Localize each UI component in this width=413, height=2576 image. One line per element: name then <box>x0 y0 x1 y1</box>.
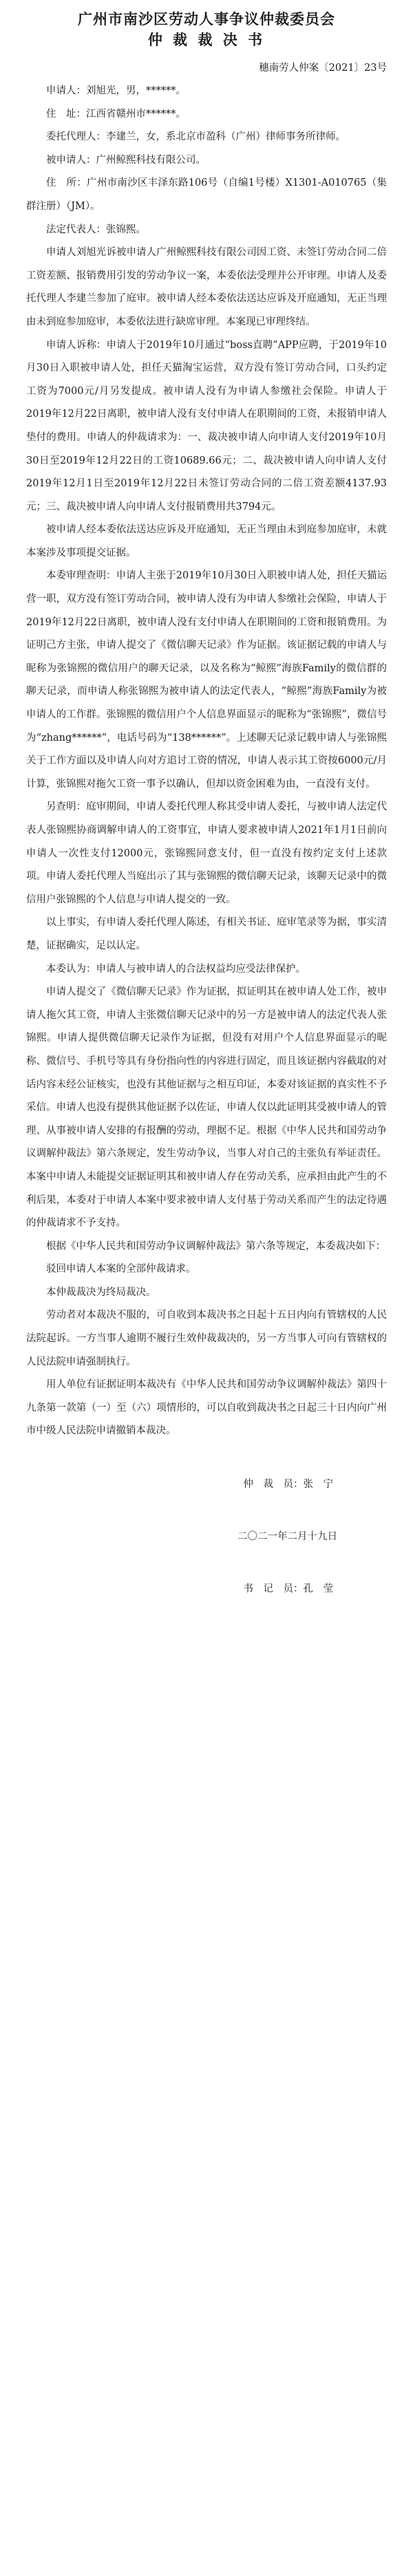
reasoning-paragraph: 申请人提交了《微信聊天记录》作为证据，拟证明其在被申请人处工作，被申请人拖欠其工资，申请人主张微信聊天记录中的另一方是被申请人的法定代表人张锦熙。申请人提供微信聊天记录作为证据，但没有对用户个人信息界面显示的昵称、微信号、手机号等具有身份指向性的内容进行固定，而且该证据内容截取的对话内容未经公证核实，也没有其他证据与之相互印证，本委对该证据的真实性不予采信。申请人也没有提供其他证据予以佐证，申请人仅以此证明其受被申请人的管理、从事被申请人安排的有报酬的劳动，理据不足。根据《中华人民共和国劳动争议调解仲裁法》第六条规定，发生劳动争议，当事人对自己的主张负有举证责任。本案中申请人未能提交证据证明其和被申请人存在劳动关系，应承担由此产生的不利后果，本委对于申请人本案中要求被申请人支付基于劳动关系而产生的法定待遇的仲裁请求不予支持。 <box>26 986 387 1229</box>
legal-representative-line: 法定代表人：张锦熙。 <box>46 224 146 235</box>
award-date: 二〇二一年二月十九日 <box>237 1531 337 1543</box>
facts-found-paragraph: 本委审理查明：申请人主张于2019年10月30日入职被申请人处，担任天猫运营一职，双方没有签订劳动合同，被申请人没有为申请人参缴社会保险，申请人于2019年12月22日离职，被申请人没有支付申请人在职期间的工资和报销费用。为证明己方主张，申请人提交了《微信聊天记录》作为证据。该证据记载的申请人与昵称为张锦熙的微信用户的聊天记录，以及名称为“鲸熙”海族Family的微信群的聊天记录，而申请人称张锦熙为被申请人的法定代表人，“鲸熙”海族Family为被申请人的工作群。张锦熙的微信用户个人信息界面显示的昵称为“张锦熙”，微信号为“zhang******”，电话号码为“138******”。上述聊天记录记载申请人与张锦熙关于工作方面以及申请人向对方追讨工资的情况，申请人表示其工资按6000元/月计算，张锦熙对拖欠工资一事予以确认，但却以资金困难为由，一直没有支付。 <box>26 570 387 790</box>
further-facts-paragraph: 另查明：庭审期间，申请人委托代理人称其受申请人委托，与被申请人法定代表人张锦熙协商调解申请人的工资事宜，申请人要求被申请人2021年1月1日前向申请人一次性支付12000元，张锦熙同意支付，但一直没有按约定支付上述款项。申请人委托代理人当庭出示了其与张锦熙的微信聊天记录，该聊天记录中的微信用户张锦熙的个人信息与申请人提交的一致。 <box>26 801 387 905</box>
case-number: 穗南劳人仲案〔2021〕23号 <box>259 63 387 74</box>
respondent-absence-paragraph: 被申请人经本委依法送达应诉及开庭通知，无正当理由未到庭参加庭审，未就本案涉及事项提交证据。 <box>26 524 387 559</box>
respondent-address-line: 住 所：广州市南沙区丰泽东路106号（自编1号楼）X1301-A010765（集群注册）（JM）。 <box>26 177 387 212</box>
applicant-agent-line: 委托代理人：李建兰，女，系北京市盈科（广州）律师事务所律师。 <box>46 131 346 143</box>
issuing-organization: 广州市南沙区劳动人事争议仲裁委员会 <box>78 10 335 28</box>
applicant-address-line: 住 址：江西省赣州市******。 <box>46 108 186 120</box>
revocation-rights-paragraph: 用人单位有证据证明本裁决有《中华人民共和国劳动争议调解仲裁法》第四十九条第一款第（一）至（六）项情形的，可以自收到裁决书之日起三十日内向广州市中级人民法院申请撤销本裁决。 <box>26 1379 387 1437</box>
evidence-summary-paragraph: 以上事实，有申请人委托代理人陈述，有相关书证、庭审笔录等为据，事实清楚，证据确实，足以认定。 <box>26 917 387 951</box>
parties-section <box>26 80 387 241</box>
document-title: 仲 裁 裁 决 书 <box>147 31 266 48</box>
respondent-line: 被申请人：广州鲸熙科技有限公司。 <box>46 154 206 166</box>
ruling-paragraph: 驳回申请人本案的全部仲裁请求。 <box>46 1264 196 1275</box>
finality-paragraph: 本仲裁裁决为终局裁决。 <box>46 1286 156 1298</box>
appeal-rights-paragraph: 劳动者对本裁决不服的，可自收到本裁决书之日起十五日内向有管辖权的人民法院起诉。一方当事人逾期不履行生效仲裁裁决的，另一方当事人可向有管辖权的人民法院申请强制执行。 <box>26 1310 387 1367</box>
applicant-line: 申请人：刘旭光，男，******。 <box>46 85 186 96</box>
legal-basis-paragraph: 根据《中华人民共和国劳动争议调解仲裁法》第六条等规定，本委裁决如下： <box>46 1240 385 1252</box>
committee-opinion-paragraph: 本委认为：申请人与被申请人的合法权益均应受法律保护。 <box>46 963 306 975</box>
arbitrator-signature: 仲 裁 员：张 宁 <box>243 1479 333 1491</box>
signature-block <box>26 1471 387 1603</box>
clerk-signature: 书 记 员：孔 莹 <box>243 1583 333 1595</box>
applicant-claims-paragraph: 申请人诉称：申请人于2019年10月通过“boss直聘”APP应聘，于2019年10月30日入职被申请人处，担任天猫淘宝运营，双方没有签订劳动合同，口头约定工资为7000元/月另发提成。被申请人没有为申请人参缴社会保险。申请人于2019年12月22日离职，被申请人没有支付申请人在职期间的工资，未报销申请人垫付的费用。申请人的仲裁请求为：一、裁决被申请人向申请人支付2019年10月30日至2019年12月22日的工资10689.66元；二、裁决被申请人向申请人支付2019年12月1日至2019年12月22日未签订劳动合同的二倍工资差额4137.93元；三、裁决被申请人向申请人支付报销费用共3794元。 <box>26 339 387 512</box>
case-intro-paragraph: 申请人刘旭光诉被申请人广州鲸熙科技有限公司因工资、未签订劳动合同二倍工资差额、报销费用引发的劳动争议一案，本委依法受理并公开审理。申请人及委托代理人李建兰参加了庭审。被申请人经本委依法送达应诉及开庭通知，无正当理由未到庭参加庭审，本委依法进行缺席审理。本案现已审理终结。 <box>26 247 387 327</box>
body-section <box>26 241 387 1443</box>
